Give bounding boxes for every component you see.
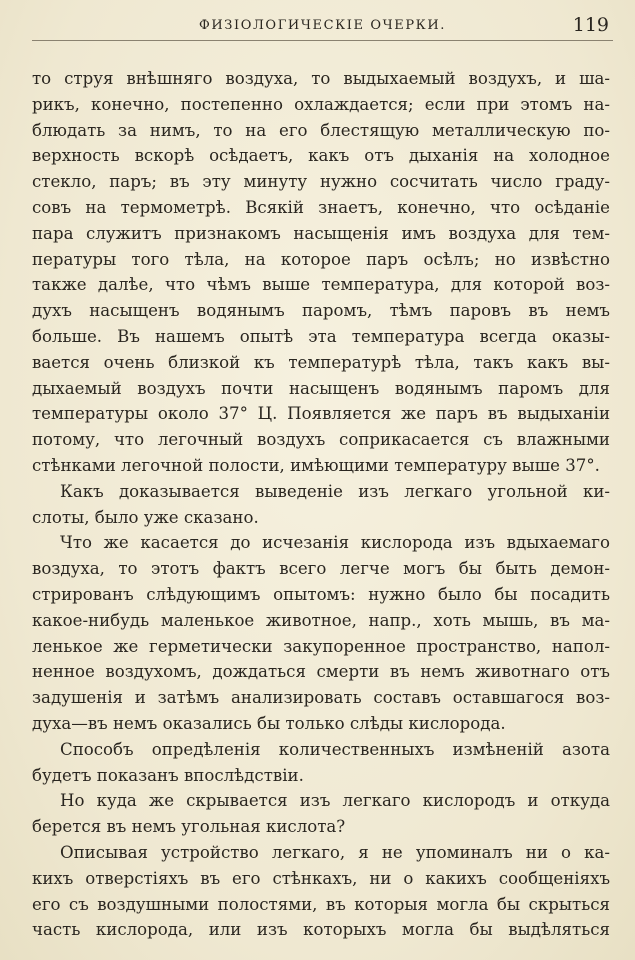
paragraph bbox=[32, 737, 610, 789]
text-line: стѣнками легочной полости, имѣющими температуру выше 37°. bbox=[32, 455, 600, 475]
text-line: пара служитъ признакомъ насыщенія имъ воздуха для тем- bbox=[32, 223, 610, 243]
text-line: стекло, паръ; въ эту минуту нужно сосчитать число граду- bbox=[32, 172, 610, 192]
text-line: ненное воздухомъ, дождаться смерти въ немъ животнаго отъ bbox=[32, 662, 610, 682]
text-line: также далѣе, что чѣмъ выше температура, для которой воз- bbox=[32, 275, 610, 295]
text-line: совъ на термометрѣ. Всякій знаетъ, конечно, что осѣданіе bbox=[32, 197, 610, 217]
header-rule bbox=[32, 40, 613, 41]
text-line: вается очень близкой къ температурѣ тѣла, такъ какъ вы- bbox=[32, 352, 610, 372]
text-line: Какъ доказывается выведеніе изъ легкаго угольной ки- bbox=[60, 481, 610, 501]
text-line: Что же касается до исчезанія кислорода изъ вдыхаемаго bbox=[60, 533, 610, 553]
text-line: Описывая устройство легкаго, я не упоминалъ ни о ка- bbox=[60, 842, 610, 862]
text-line: какое-нибудь маленькое животное, напр., хоть мышь, въ ма- bbox=[32, 610, 610, 630]
text-line: потому, что легочный воздухъ соприкасается съ влажными bbox=[32, 430, 610, 450]
page-header bbox=[32, 14, 613, 40]
text-line: духа—въ немъ оказались бы только слѣды кислорода. bbox=[32, 713, 506, 733]
body-text bbox=[32, 66, 610, 943]
text-line: Способъ опредѣленія количественныхъ измѣненій азота bbox=[60, 739, 610, 759]
running-title: ФИЗІОЛОГИЧЕСКІЕ ОЧЕРКИ. bbox=[198, 18, 447, 33]
text-line: пературы того тѣла, на которое паръ осѣлъ; но извѣстно bbox=[32, 249, 610, 269]
text-line: больше. Въ нашемъ опытѣ эта температура всегда оказы- bbox=[32, 326, 610, 346]
text-line: будетъ показанъ впослѣдствіи. bbox=[32, 765, 304, 785]
text-line: Но куда же скрывается изъ легкаго кислородъ и откуда bbox=[60, 791, 610, 811]
text-line: верхность вскорѣ осѣдаетъ, какъ отъ дыханія на холодное bbox=[32, 146, 610, 166]
paragraph bbox=[32, 479, 610, 531]
text-line: духъ насыщенъ водянымъ паромъ, тѣмъ паровъ въ немъ bbox=[32, 301, 610, 321]
text-line: его съ воздушными полостями, въ которыя могла бы скрыться bbox=[32, 894, 610, 914]
text-line: воздуха, то этотъ фактъ всего легче могъ бы быть демон- bbox=[32, 559, 610, 579]
text-line: ленькое же герметически закупоренное пространство, напол- bbox=[32, 636, 610, 656]
text-line: блюдать за нимъ, то на его блестящую металлическую по- bbox=[32, 120, 610, 140]
text-line: слоты, было уже сказано. bbox=[32, 507, 259, 527]
text-line: берется въ немъ угольная кислота? bbox=[32, 817, 346, 837]
text-line: стрированъ слѣдующимъ опытомъ: нужно было бы посадить bbox=[32, 584, 610, 604]
text-line: рикъ, конечно, постепенно охлаждается; если при этомъ на- bbox=[32, 94, 610, 114]
page-number: 119 bbox=[572, 14, 609, 36]
text-line: часть кислорода, или изъ которыхъ могла бы выдѣляться bbox=[32, 920, 610, 940]
paragraph bbox=[32, 840, 610, 943]
text-line: дыхаемый воздухъ почти насыщенъ водянымъ паромъ для bbox=[32, 378, 610, 398]
text-line: задушенія и затѣмъ анализировать составъ оставшагося воз- bbox=[32, 688, 610, 708]
text-line: то струя внѣшняго воздуха, то выдыхаемый воздухъ, и ша- bbox=[32, 69, 610, 88]
text-line: температуры около 37° Ц. Появляется же паръ въ выдыханіи bbox=[32, 404, 610, 424]
paragraph bbox=[32, 530, 610, 736]
paragraph bbox=[32, 66, 610, 479]
paragraph bbox=[32, 788, 610, 840]
text-line: кихъ отверстіяхъ въ его стѣнкахъ, ни о какихъ сообщеніяхъ bbox=[32, 868, 610, 888]
